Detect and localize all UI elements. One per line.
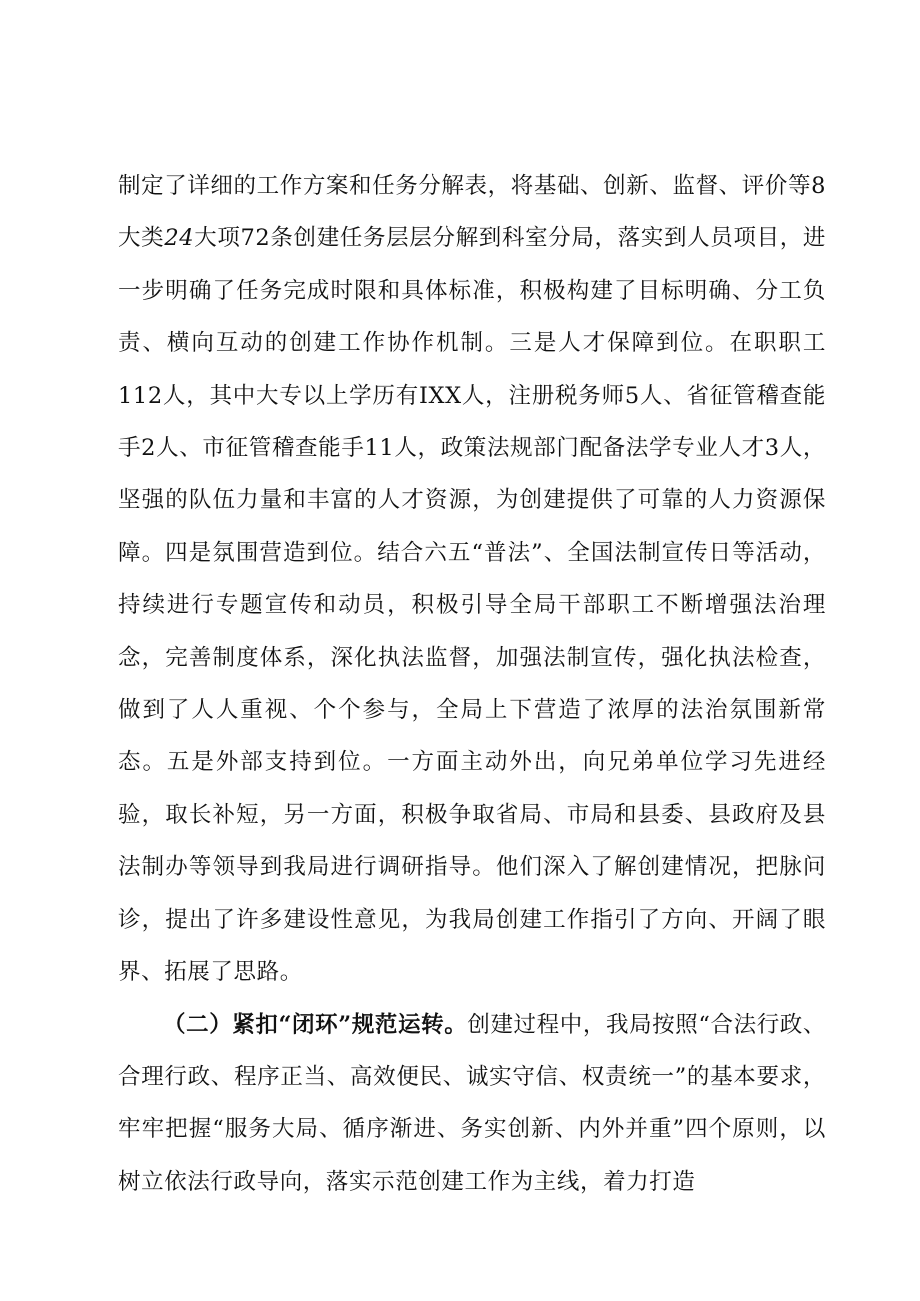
section-body-text: 创建过程中，我局按照“合法行政、合理行政、程序正当、高效便民、诚实守信、权责统一”的基本要求，牢牢把握“服务大局、循序渐进、务实创新、内外并重”四个原则，以树立依法行政导向，落实示范创建工作为主线，着力打造 [118,1011,826,1195]
paragraph-continuation [118,160,826,999]
italic-number: 24 [164,225,195,252]
document-body [118,160,826,1208]
section-heading: （二）紧扣“闭环”规范运转。 [163,1011,468,1038]
paragraph-text-start: 制定了详细的工作方案和任务分解表，将基础、创新、监督、评价等8大类 [118,173,826,252]
paragraph-section-two [118,999,826,1209]
paragraph-text-rest: 大项72条创建任务层层分解到科室分局，落实到人员项目，进一步明确了任务完成时限和具体标准，积极构建了目标明确、分工负责、横向互动的创建工作协作机制。三是人才保障到位。在职职工112人，其中大专以上学历有IXX人，注册税务师5人、省征管稽查能手2人、市征管稽查能手11人，政策法规部门配备法学专业人才3人，坚强的队伍力量和丰富的人才资源，为创建提供了可靠的人力资源保障。四是氛围营造到位。结合六五“普法”、全国法制宣传日等活动，持续进行专题宣传和动员，积极引导全局干部职工不断增强法治理念，完善制度体系，深化执法监督，加强法制宣传，强化执法检查，做到了人人重视、个个参与，全局上下营造了浓厚的法治氛围新常态。五是外部支持到位。一方面主动外出，向兄弟单位学习先进经验，取长补短，另一方面，积极争取省局、市局和县委、县政府及县法制办等领导到我局进行调研指导。他们深入了解创建情况，把脉问诊，提出了许多建设性意见，为我局创建工作指引了方向、开阔了眼界、拓展了思路。 [118,225,826,986]
